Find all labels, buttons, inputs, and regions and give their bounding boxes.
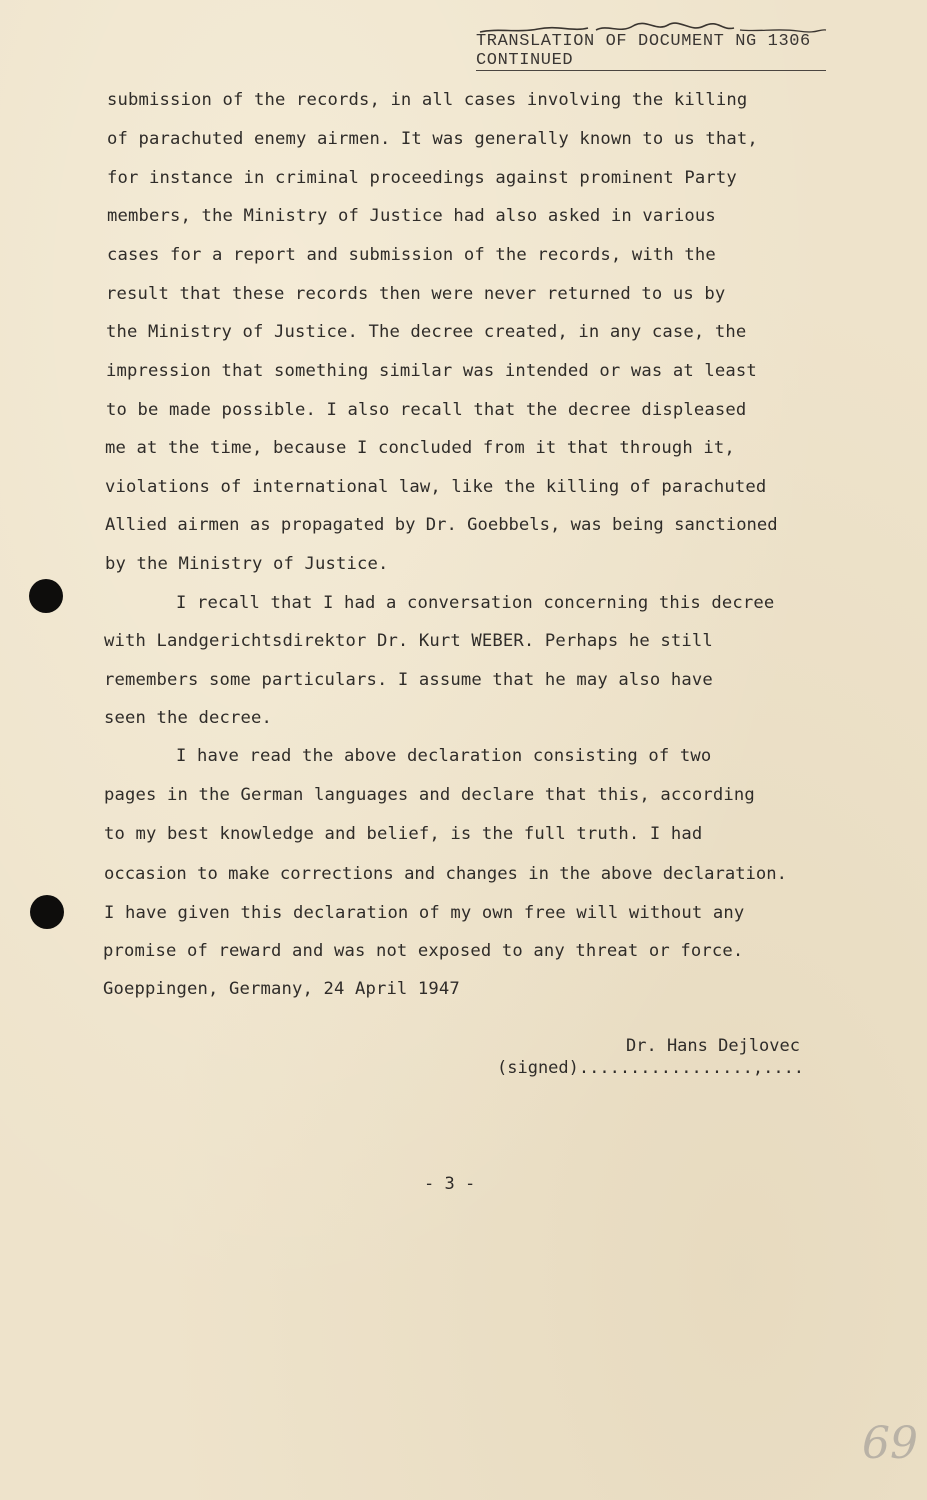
body-line: to be made possible. I also recall that the decree displeased (106, 400, 747, 420)
body-line: of parachuted enemy airmen. It was generally known to us that, (107, 129, 758, 149)
page-number: - 3 - (424, 1174, 476, 1194)
body-line: for instance in criminal proceedings against prominent Party (107, 168, 737, 188)
header-title: TRANSLATION OF DOCUMENT NG 1306 (476, 32, 811, 51)
body-line: pages in the German languages and declare that this, according (104, 785, 755, 805)
signature-name: Dr. Hans Dejlovec (626, 1036, 800, 1056)
body-line: members, the Ministry of Justice had also asked in various (107, 206, 716, 226)
body-line: cases for a report and submission of the records, with the (107, 245, 716, 265)
body-line: impression that something similar was intended or was at least (106, 361, 757, 381)
body-line: occasion to make corrections and changes in the above declaration. (104, 864, 787, 884)
body-line: Goeppingen, Germany, 24 April 1947 (103, 979, 460, 999)
body-line: remembers some particulars. I assume that he may also have (104, 670, 713, 690)
body-line: me at the time, because I concluded from it that through it, (105, 438, 735, 458)
signature-line: (signed).................,.... (497, 1058, 805, 1078)
header-underline (476, 70, 826, 71)
document-header (476, 32, 811, 70)
body-line: I recall that I had a conversation concerning this decree (176, 593, 775, 613)
body-line: promise of reward and was not exposed to any threat or force. (103, 941, 744, 961)
body-line: I have read the above declaration consisting of two (176, 746, 712, 766)
body-line: submission of the records, in all cases involving the killing (107, 90, 748, 110)
body-line: I have given this declaration of my own free will without any (104, 903, 745, 923)
punch-hole (30, 895, 64, 929)
body-line: with Landgerichtsdirektor Dr. Kurt WEBER. Perhaps he still (104, 631, 713, 651)
body-line: to my best knowledge and belief, is the full truth. I had (104, 824, 703, 844)
punch-hole (29, 579, 63, 613)
body-line: the Ministry of Justice. The decree created, in any case, the (106, 322, 747, 342)
body-line: Allied airmen as propagated by Dr. Goebbels, was being sanctioned (105, 515, 778, 535)
header-continued: CONTINUED (476, 51, 574, 70)
body-line: by the Ministry of Justice. (105, 554, 389, 574)
pencil-page-mark: 69 (862, 1418, 918, 1469)
body-line: result that these records then were never returned to us by (106, 284, 726, 304)
body-line: seen the decree. (104, 708, 272, 728)
body-line: violations of international law, like the killing of parachuted (105, 477, 767, 497)
